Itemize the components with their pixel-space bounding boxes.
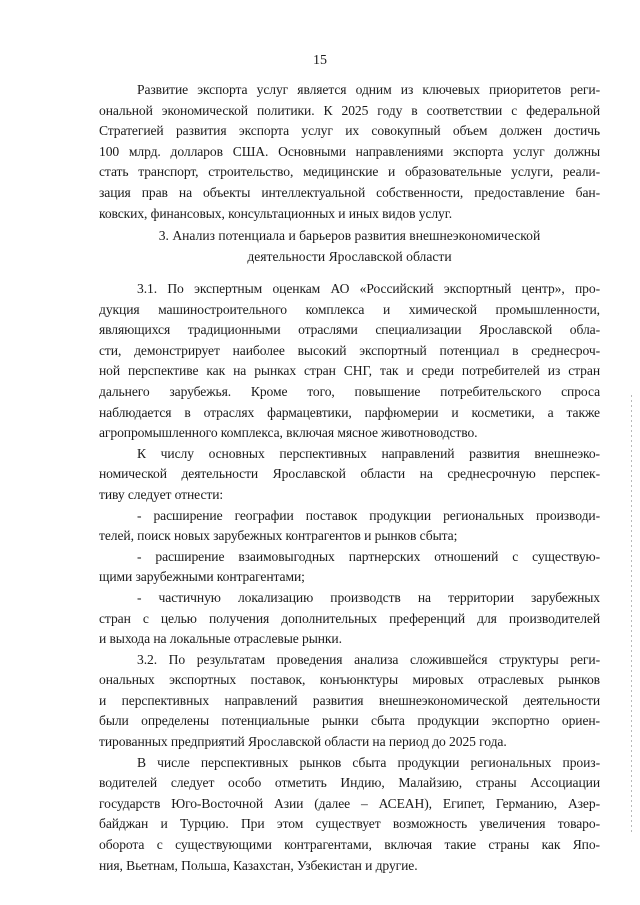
text-line: государств Юго-Восточной Азии (далее – АСЕАН), Египет, Германию, Азер- [99, 795, 600, 811]
text-line: были определены потенциальные рынки сбыта продукции экспортно ориен- [99, 713, 600, 729]
section-heading [99, 226, 600, 267]
text-line: дукция машиностроительного комплекса и химической промышленности, [99, 301, 600, 317]
text-line: номической деятельности Ярославской области на среднесрочную перспек- [99, 466, 600, 482]
text-line: ной перспективе как на рынках стран СНГ, так и среди потребителей из стран [99, 363, 600, 379]
paragraph-3-1 [99, 279, 600, 876]
heading-line: 3. Анализ потенциала и барьеров развития внешнеэкономической [158, 228, 541, 243]
text-line: стать транспорт, строительство, медицинские и образовательные услуги, реали- [99, 164, 600, 180]
text-line: тированных предприятий Ярославской области на период до 2025 года. [99, 734, 507, 750]
text-line: являющихся традиционными отраслями специализации Ярославской обла- [99, 322, 600, 338]
text-line: байджан и Турцию. При этом существует возможность увеличения товаро- [99, 816, 600, 832]
text-line: В числе перспективных рынков сбыта продукции региональных произ- [137, 754, 600, 770]
heading-line: деятельности Ярославской области [247, 248, 452, 264]
text-line: тиву следует отнести: [99, 486, 224, 502]
text-line: наблюдается в отраслях фармацевтики, парфюмерии и косметики, а также [99, 404, 600, 420]
bullet-line: и выхода на локальные отраслевые рынки. [99, 631, 342, 647]
text-line: оборота с существующими контрагентами, включая такие страны как Япо- [99, 837, 600, 853]
text-line: дальнего зарубежья. Кроме того, повышение потребительского спроса [99, 383, 600, 399]
bullet-line: - расширение взаимовыгодных партнерских отношений с существую- [137, 548, 600, 564]
text-line: К числу основных перспективных направлений развития внешнеэко- [137, 445, 600, 461]
text-line: ональных экспортных поставок, конъюнктуры мировых отраслевых рынков [99, 672, 600, 688]
text-line: Развитие экспорта услуг является одним из ключевых приоритетов реги- [137, 82, 600, 97]
text-line: агропромышленного комплекса, включая мясное животноводство. [99, 425, 478, 441]
bullet-line: - частичную локализацию производств на территории зарубежных [137, 589, 600, 605]
text-line: и перспективных направлений развития внешнеэкономической деятельности [99, 692, 600, 708]
text-line: зация прав на объекты интеллектуальной собственности, предоставление бан- [99, 184, 600, 200]
bullet-line: щими зарубежными контрагентами; [99, 569, 305, 585]
text-line: ональной экономической политики. К 2025 году в соответствии с федеральной [99, 102, 600, 118]
scan-margin-artifact [631, 395, 632, 835]
bullet-line: стран с целью получения дополнительных преференций для производителей [99, 610, 600, 626]
bullet-line: телей, поиск новых зарубежных контрагентов и рынков сбыта; [99, 528, 458, 544]
text-line: водителей следует особо отметить Индию, Малайзию, страны Ассоциации [99, 775, 600, 791]
text-line: Стратегией развития экспорта услуг их совокупный объем должен достичь [99, 123, 600, 139]
text-line: 3.2. По результатам проведения анализа сложившейся структуры реги- [137, 651, 600, 667]
text-line: 100 млрд. долларов США. Основными направлениями экспорта услуг должны [99, 143, 600, 159]
page-number: 15 [313, 53, 327, 68]
text-line: ковских, финансовых, консультационных и иных видов услуг. [99, 205, 452, 221]
paragraph-services-export [99, 80, 600, 224]
bullet-line: - расширение географии поставок продукции региональных производи- [137, 507, 600, 523]
text-line: сти, демонстрирует наиболее высокий экспортный потенциал в среднесроч- [99, 342, 600, 358]
text-line: 3.1. По экспертным оценкам АО «Российский экспортный центр», про- [137, 281, 600, 296]
text-line: ния, Вьетнам, Польша, Казахстан, Узбекистан и другие. [99, 857, 418, 873]
